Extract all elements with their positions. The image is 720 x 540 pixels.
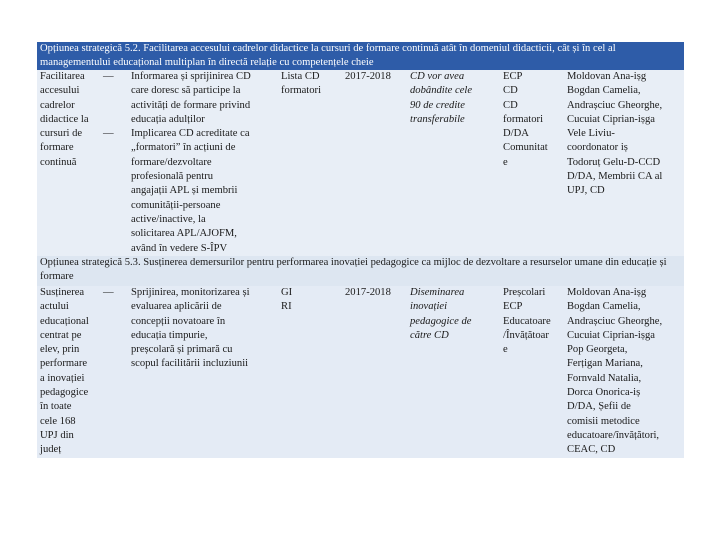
bullet-dashes: — <box>103 287 114 298</box>
responsible-cell: Moldovan Ana-ișg Bogdan Camelia, Andrașciuc Gheorghe, Cucuiat Ciprian-ișga Pop Georgeta, Ferțigan Mariana, Fornvald Natalia, Dorca Onorica-iș D/DA, Șefii de comisii metodice educatoare/învățători, CEAC, CD <box>567 287 663 456</box>
measure-cell: Facilitarea accesului cadrelor didactice la cursuri de formare continuă <box>40 71 89 168</box>
table-row <box>37 70 684 256</box>
period-cell: 2017-2018 <box>345 71 391 82</box>
period-cell: 2017-2018 <box>345 287 391 298</box>
strategy-table <box>37 42 684 458</box>
bullet-dashes: — — <box>103 71 114 140</box>
table-row <box>37 286 684 458</box>
target-group-cell: ECP CD CD formatori D/DA Comunitat e <box>503 71 548 168</box>
resources-cell: Lista CD formatori <box>281 71 322 97</box>
section-header-5-2: Opțiunea strategică 5.2. Facilitarea accesului cadrelor didactice la cursuri de formare continuă atât în domeniul didacticii, cât și în cel al managementului educațional multiplan în directă relație cu competențele cheie <box>37 42 684 70</box>
target-group-cell: Preșcolari ECP Educatoare /Învățătoar e <box>503 287 551 356</box>
actions-cell: Sprijinirea, monitorizarea și evaluarea aplicării de concepții novatoare în educația timpurie, preșcolară și primară cu scopul facilitării incluziunii <box>131 287 250 370</box>
indicators-cell: Diseminarea inovației pedagogice de către CD <box>410 287 472 341</box>
actions-cell: Informarea și sprijinirea CD care doresc să participe la activități de formare privind educația adulților Implicarea CD acreditate ca „formatori” în acțiuni de formare/dezvoltare profesională pentru angajații APL și membrii comunității-persoane active/inactive, la solicitarea APL/AJOFM, având în vedere S-ÎPV <box>131 71 251 254</box>
resources-cell: GI RI <box>281 287 293 313</box>
indicators-cell: CD vor avea dobândite cele 90 de credite transferabile <box>410 71 473 125</box>
responsible-cell: Moldovan Ana-ișg Bogdan Camelia, Andrașciuc Gheorghe, Cucuiat Ciprian-ișga Vele Liviu- coordonator iș Todoruț Gelu-D-CCD D/DA, Membrii CA al UPJ, CD <box>567 71 663 197</box>
section-header-5-3: Opțiunea strategică 5.3. Susținerea demersurilor pentru performarea inovației pedagogice ca mijloc de dezvoltare a resurselor umane din educație și formare <box>37 256 684 286</box>
measure-cell: Susținerea actului educațional centrat pe elev, prin performare a inovației pedagogice în toate cele 168 UPJ din județ <box>40 287 89 456</box>
